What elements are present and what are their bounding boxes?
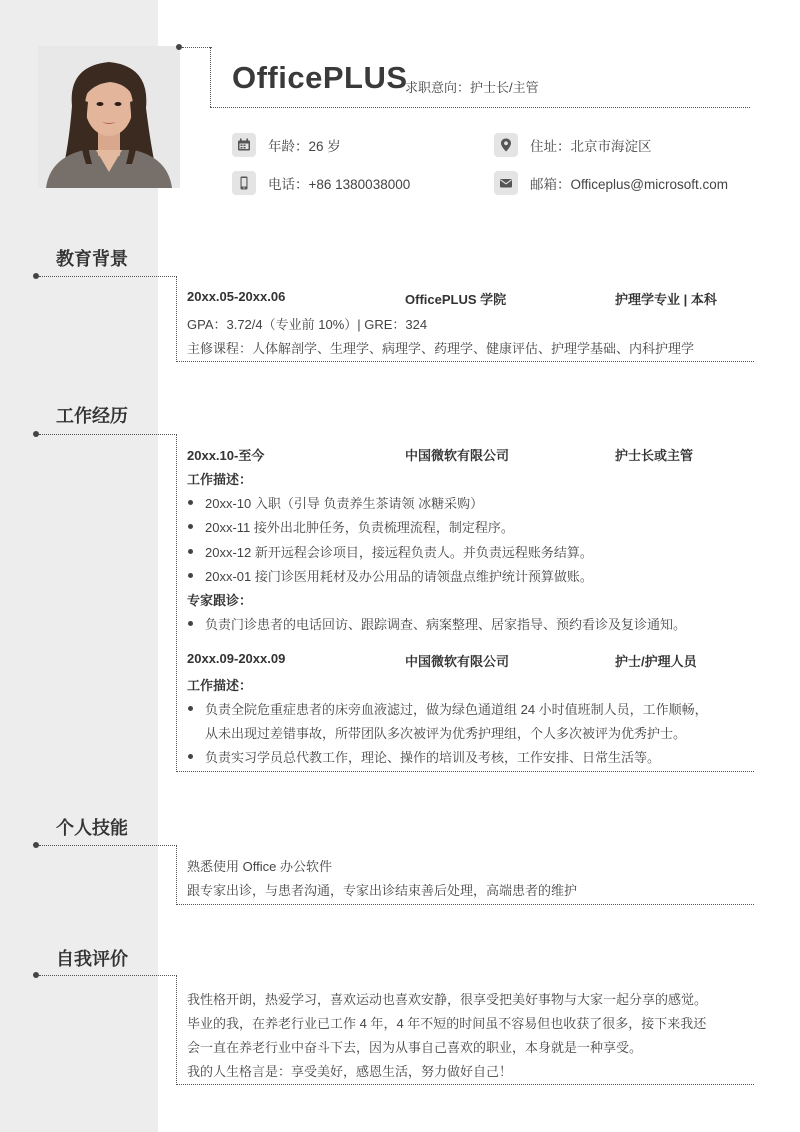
job1-company: 中国微软有限公司 <box>405 448 510 463</box>
info-phone <box>232 171 410 195</box>
header-divider <box>210 107 750 108</box>
info-age <box>232 133 341 157</box>
education-period: 20xx.05-20xx.06 <box>187 289 286 304</box>
email-text: 邮箱：Officeplus@microsoft.com <box>530 177 728 192</box>
phone-text: 电话：+86 1380038000 <box>268 177 411 192</box>
self-line: 我性格开朗，热爱学习，喜欢运动也喜欢安静，很享受把美好事物与大家一起分享的感觉。 <box>187 992 708 1007</box>
education-school: OfficePLUS 学院 <box>405 292 507 307</box>
age-text: 年龄：26 岁 <box>268 139 341 154</box>
skill-line: 跟专家出诊，与患者沟通，专家出诊结束善后处理，高端患者的维护 <box>187 883 578 898</box>
job2-desc-label: 工作描述： <box>187 678 253 693</box>
education-courses: 主修课程：人体解剖学、生理学、病理学、药理学、健康评估、护理学基础、内科护理学 <box>187 341 695 356</box>
section-connector <box>39 975 177 976</box>
info-address <box>494 133 652 157</box>
job1-role: 护士长或主管 <box>615 448 694 463</box>
skill-line: 熟悉使用 Office 办公软件 <box>187 859 332 874</box>
list-item: 20xx-10 入职（引导 负责养生茶请领 冰糖采购） <box>187 493 483 512</box>
section-title-skills: 个人技能 <box>56 818 128 838</box>
self-line: 毕业的我，在养老行业已工作 4 年，4 年不短的时间虽不容易但也收获了很多，接下来我还 <box>187 1016 707 1031</box>
job2-period: 20xx.09-20xx.09 <box>187 651 286 666</box>
phone-icon <box>232 171 256 195</box>
list-item: 20xx-11 接外出北肿任务，负责梳理流程，制定程序。 <box>187 517 514 536</box>
header-connector <box>182 47 212 48</box>
list-item: 20xx-12 新开远程会诊项目，接远程负责人。并负责远程账务结算。 <box>187 542 593 561</box>
section-connector <box>39 434 177 435</box>
self-line: 我的人生格言是：享受美好，感恩生活，努力做好自己！ <box>187 1064 513 1079</box>
header-vertical-line <box>210 47 211 107</box>
location-pin-icon <box>494 133 518 157</box>
job-intent: 求职意向：护士长/主管 <box>405 80 539 95</box>
list-item-continuation: 从未出现过差错事故，所带团队多次被评为优秀护理组，个人多次被评为优秀护士。 <box>205 726 687 741</box>
section-title-self: 自我评价 <box>56 949 128 969</box>
job2-role: 护士/护理人员 <box>615 654 697 669</box>
list-item: 20xx-01 接门诊医用耗材及办公用品的请领盘点维护统计预算做账。 <box>187 566 593 585</box>
address-text: 住址：北京市海淀区 <box>530 139 652 154</box>
job1-period: 20xx.10-至今 <box>187 448 265 463</box>
list-item: 负责全院危重症患者的床旁血液滤过，做为绿色通道组 24 小时值班制人员，工作顺畅， <box>187 699 708 718</box>
calendar-icon <box>232 133 256 157</box>
resume-name: OfficePLUS <box>232 60 408 95</box>
profile-photo <box>38 46 180 188</box>
list-item: 负责门诊患者的电话回访、跟踪调查、病案整理、居家指导、预约看诊及复诊通知。 <box>187 614 686 633</box>
info-email <box>494 171 728 195</box>
section-title-education: 教育背景 <box>56 249 128 269</box>
list-item: 负责实习学员总代教工作，理论、操作的培训及考核，工作安排、日常生活等。 <box>187 747 660 766</box>
section-box-work <box>176 434 754 772</box>
section-title-work: 工作经历 <box>56 406 128 426</box>
education-major: 护理学专业 | 本科 <box>615 292 717 307</box>
section-connector <box>39 276 177 277</box>
envelope-icon <box>494 171 518 195</box>
job2-company: 中国微软有限公司 <box>405 654 510 669</box>
self-line: 会一直在养老行业中奋斗下去，因为从事自己喜欢的职业，本身就是一种享受。 <box>187 1040 643 1055</box>
education-gpa: GPA：3.72/4（专业前 10%）| GRE：324 <box>187 317 428 332</box>
job1-desc-label: 工作描述： <box>187 472 253 487</box>
section-connector <box>39 845 177 846</box>
job1-expert-label: 专家跟诊： <box>187 593 253 608</box>
